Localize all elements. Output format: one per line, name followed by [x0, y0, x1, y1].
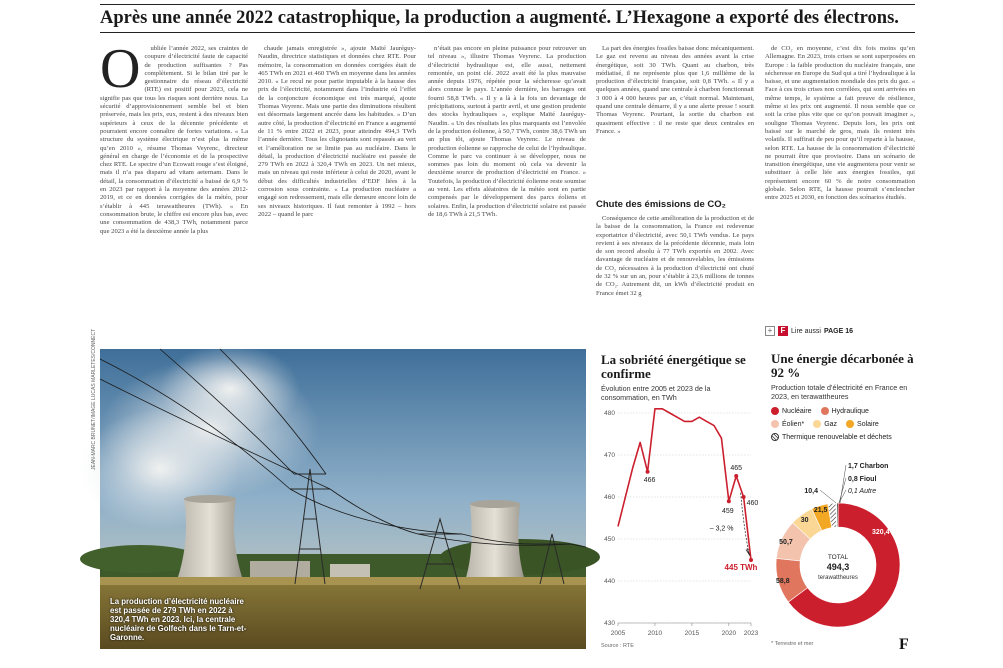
y-tick-label: 430	[604, 620, 615, 627]
chart1-title: La sobriété énergétique se confirme	[601, 352, 746, 381]
legend-item-solaire	[846, 420, 879, 428]
article-column-1	[100, 38, 248, 340]
legend-label: Gaz	[824, 420, 838, 428]
data-label: 466	[643, 476, 656, 484]
plus-icon: +	[765, 326, 775, 336]
y-tick-label: 450	[604, 536, 615, 543]
data-point	[734, 474, 738, 478]
article-text: de CO₂ en moyenne, c’est dix fois moins qu’en Allemagne. En 2023, trois crises se sont superposées en Europe : la faible production du nucléaire français, une sécheresse en Europe du Sud qui a tiré l’hydraulique à la baisse, et une augmentation mondiale des prix du gaz. « Face à ces trois crises non corrélées, qui sont arrivées en même temps, le système a fait preuve de résilience, même si les prix ont augmenté. Il nous semble que ce soit la crise plus vite que ce qu’on pouvait imaginer », souligne Thomas Veyrenc. Depuis lors, les prix ont baissé sur le marché de gros, mais ils restent très volatils. Il suffirait de peu pour qu’il reparte à la hausse, selon RTE. La hausse de la consommation d’électricité ne pourrait être que provisoire. Dans un scénario de transition énergétique, une vie augmentera pour venir se substituer à celle liée aux énergies fossiles, qui représentent encore 60 % de notre consommation globale. Selon RTE, la hausse pourrait s’enclencher entre 2025 et 2030, en fonction des scénarios étudiés.	[765, 45, 915, 202]
consumption-line-chart	[596, 405, 759, 645]
legend-label: Solaire	[857, 420, 879, 428]
data-point	[749, 558, 753, 562]
headline-bottom-rule	[100, 32, 915, 33]
legend-swatch	[846, 420, 854, 428]
donut-total-value: 494,3	[826, 562, 850, 572]
legend-label: Hydraulique	[831, 407, 869, 415]
photo-credit: JEAN-MARC BRUNET/IMAGE LUCAS MARLETES/CONNECT	[91, 328, 97, 470]
data-label: 465	[730, 465, 743, 472]
legend-item-gaz	[813, 420, 837, 428]
x-tick-label: 2015	[684, 630, 700, 637]
callout-label: 1,7 Charbon	[848, 463, 889, 470]
dropcap: O	[100, 38, 141, 100]
photo-caption: La production d’électricité nucléaire est passée de 279 TWh en 2022 à 320,4 TWh en 2023. Ici, la centrale nucléaire de Golfech dans le Tarn-et-Garonne.	[110, 597, 247, 642]
donut-total-label: TOTAL	[827, 554, 849, 561]
chart1-source: Source : RTE	[601, 643, 634, 649]
callout-label: 10,4	[804, 488, 818, 495]
chart2-legend	[771, 407, 921, 446]
y-tick-label: 470	[604, 452, 615, 459]
section-subhead: Chute des émissions de CO₂	[596, 199, 726, 210]
read-also-page: PAGE 16	[823, 327, 854, 335]
slice-label: 30	[800, 517, 809, 525]
production-donut-chart	[766, 455, 926, 640]
page-headline: Après une année 2022 catastrophique, la production a augmenté. L’Hexagone a exporté des électrons.	[100, 8, 899, 28]
article-text: n’était pas encore en pleine puissance pour retrouver un tel niveau », illustre Thomas Veyrenc. La production d’électricité hydraulique est, elle aussi, nettement remontée, un point clé. 2022 avait été la plus mauvaise année depuis 1976, répétée pour la sécheresse qu’avait alors connue le pays. L’année dernière, les barrages ont fourni 58,8 TWh. « Il y a là à la fois un devantage de précipitations, surtout à partir avril, et une gestion prudente des stocks hydrauliques », explique Maïté Jauréguy-Naudin. « Un des résultats les plus marquants est l’envolée de la production éolienne, à 50,7 TWh, contre 38,6 TWh un an plus tôt, ajoute Thomas Veyrenc. Le niveau de production éolienne se rapproche de celui de l’hydraulique. Comme le parc va continuer à se développer, nous ne sommes pas loin du moment où cela va devenir la deuxième source de production d’électricité en France. » Toutefois, la production d’électricité éolienne reste soumise au vent. Les effets aléatoires de la météo sont en partie compensés par le développement des parcs éoliens et solaires. Enfin, la production d’électricité solaire est passée de 18,6 TWh à 21,5 TWh.	[428, 45, 586, 218]
legend-item-nucleaire	[771, 407, 812, 415]
slice-label: 320,4	[872, 528, 890, 536]
legend-swatch	[821, 407, 829, 415]
slice-label: 50,7	[779, 539, 793, 547]
chart2-footnote: * Terrestre et mer	[771, 641, 814, 647]
donut-slice	[837, 503, 838, 527]
legend-item-hydraulique	[821, 407, 869, 415]
legend-swatch-hatch	[771, 433, 779, 441]
data-point	[727, 499, 731, 503]
article-column-3	[428, 45, 586, 340]
x-tick-label: 2023	[743, 630, 759, 637]
data-label: – 3,2 %	[709, 525, 734, 533]
legend-item-thermique	[771, 433, 892, 441]
y-tick-label: 460	[604, 494, 615, 501]
data-label: 459	[721, 508, 734, 516]
article-column-4b	[596, 215, 754, 345]
data-point	[742, 495, 746, 499]
figaro-logo: F	[899, 636, 909, 653]
callout-label: 0,8 Fioul	[848, 476, 877, 483]
callout-line	[840, 465, 846, 503]
article-text: ubliée l’année 2022, ses craintes de coupure d’électricité faute de capacité de production suffisantes ? Pas complètement. Si le bilan tiré par le gestionnaire du réseau d’électricité (RTE) est positif pour 2023, cela ne signifie pas que tous les risques sont derrière nous. La sécurité d’approvisionnement semble bel et bien préservée, mais les prix, eux, restent à des niveaux bien supérieurs à ceux de la décennie précédente et pourraient encore connaître de fortes variations. « La structure du système électrique n’est plus la même qu’en 2010 », résume Thomas Veyrenc, directeur général en charge de l’économie et de la prospective chez RTE. Le spectre d’un Ecowatt rouge s’est éloigné, mais il n’a pas disparu ad vitam aeternam. Dans le détail, la consommation d’électricité a baissé de 6,9 % en 2023 par rapport à la moyenne des années 2012-2019, et ce en données corrigées de la météo, pour s’établir à 445 terawattheures (TWh). « En consommation brute, le chiffre est encore plus bas, avec une consommation de 438,3 TWh, notamment parce que 2023 a été la deuxième année la plus	[100, 45, 248, 235]
chart1-subtitle: Évolution entre 2005 et 2023 de la consommation, en TWh	[601, 384, 711, 402]
article-column-4	[596, 45, 754, 195]
data-point	[646, 470, 650, 474]
legend-label: Nucléaire	[782, 407, 812, 415]
chart2-title: Une énergie décarbonée à 92 %	[771, 351, 914, 380]
legend-item-eolien	[771, 420, 804, 428]
article-column-5	[765, 45, 915, 300]
article-text: chaude jamais enregistrée », ajoute Maïté Jauréguy-Naudin, directrice statistiques et données chez RTE. Pour mémoire, la consommation en données corrigées était de 465 TWh en 2021 et 460 TWh en moyenne dans les années 2010. « Le recul ne pour partie imputable à la hausse des prix de l’électricité, notamment dans l’industrie où l’effet de la conjoncture économique est très marqué, ajoute Thomas Veyrenc. Mais une partie des diminutions résultent est désormais largement ancrée dans les habitudes. » D’un autre côté, la production d’électricité en France a augmenté de 11 % entre 2022 et 2023, pour atteindre 494,3 TWh l’année dernière. Tous les clignotants sont repassés au vert et l’amélioration ne se limite pas au nucléaire. Dans le détail, la production d’électricité nucléaire est passée de 279 TWh en 2022 à 320,4 TWh en 2023. Un net mieux, mais un niveau qui reste inférieur à celui de 2020, avant le début des difficultés industrielles d’EDF liées à la corrosion sous contrainte. « La production nucléaire a engagé son redressement, mais elle demeure encore loin de ses niveaux historiques. Il faut remonter à 1992 – hors 2022 – quand le parc	[258, 45, 416, 218]
y-tick-label: 480	[604, 410, 615, 417]
callout-line	[839, 478, 846, 503]
figaro-icon: F	[778, 326, 788, 336]
x-tick-label: 2005	[610, 630, 626, 637]
article-text: Conséquence de cette amélioration de la production et de la baisse de la consommation, la France est redevenue exportatrice d’électricité, avec 50,1 TWh vendus. Le pays revient à ses niveaux de la précédente décennie, mais loin de son record absolu à 77 TWh exportés en 2002. Avec davantage de nucléaire et de renouvelables, les émissions de CO₂ nécessaires à la production d’électricité ont chuté de 32 % sur un an, pour s’établir à 23,6 millions de tonnes de CO₂. Autrement dit, un kWh d’électricité produit en France émet 32 g	[596, 215, 754, 297]
legend-swatch	[813, 420, 821, 428]
article-text: La part des énergies fossiles baisse donc mécaniquement. Le gaz est revenu au niveau des années avant la crise énergétique, soit 30 TWh. Quant au charbon, très médiatisé, il ne représente plus que 1,6 millième de la production d’électricité française, soit 0,8 TWh. « Il y a quelques années, quand une centrale à charbon fonctionnait 3 000 à 4 000 heures par an, c’était normal. Maintenant, quand une centrale démarre, il y a une alerte presse ! sourit Thomas Veyrenc. Pourtant, la sortie du charbon est quasiment effective : il ne reste que deux centrales en France. »	[596, 45, 754, 135]
headline-top-rule	[100, 4, 915, 5]
data-label: 460	[746, 500, 759, 507]
x-tick-label: 2020	[721, 630, 737, 637]
callout-label: 0,1 Autre	[848, 488, 877, 495]
x-tick-label: 2010	[647, 630, 663, 637]
article-column-2	[258, 45, 416, 340]
y-tick-label: 440	[604, 578, 615, 585]
donut-total-unit: terawattheures	[818, 575, 858, 581]
read-also-link[interactable]	[765, 326, 853, 336]
legend-label: Thermique renouvelable et déchets	[782, 433, 892, 441]
chart2-subtitle: Production totale d’électricité en France en 2023, en terawattheures	[771, 383, 908, 401]
data-label: 445 TWh	[724, 563, 758, 572]
legend-swatch	[771, 407, 779, 415]
slice-label: 58,8	[776, 578, 790, 586]
callout-line	[839, 490, 846, 503]
slice-label: 21,5	[813, 507, 828, 515]
series-line	[618, 409, 751, 560]
callout-line	[820, 490, 836, 503]
legend-label: Éolien*	[782, 420, 805, 428]
read-also-label: Lire aussi	[791, 327, 821, 335]
legend-swatch	[771, 420, 779, 428]
